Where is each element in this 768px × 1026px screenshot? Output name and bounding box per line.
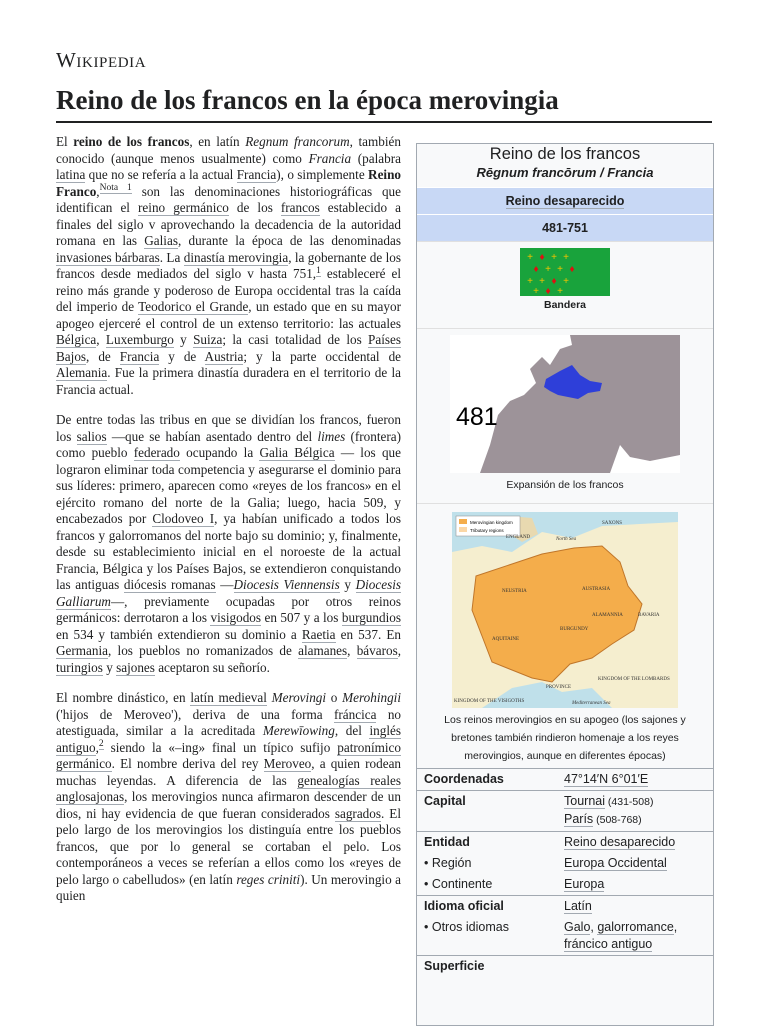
link-latina[interactable]: latina <box>56 167 86 182</box>
link-alemania[interactable]: Alemania <box>56 365 108 380</box>
link-diocesis-viennensis[interactable]: Diocesis Viennensis <box>233 577 340 592</box>
row-continente: • Continente Europa <box>424 877 605 891</box>
map-place: North Sea <box>556 537 577 542</box>
link-francica[interactable]: fráncica <box>333 706 377 722</box>
page-title: Reino de los francos en la época merovingia <box>56 82 712 123</box>
infobox-period: 481-751 <box>417 214 713 241</box>
flag-star-icon: ♦ <box>569 264 575 275</box>
coordinates-link[interactable]: 47°14′N 6°01′E <box>564 772 649 786</box>
link-germanico[interactable]: germánico <box>56 756 112 771</box>
infobox-title: Reino de los francos <box>489 145 641 163</box>
infobox-subtitle: Rēgnum francōrum / Francia <box>476 165 654 180</box>
map-place: ALAMANNIA <box>592 613 623 618</box>
link-europa-occidental[interactable]: Europa Occidental <box>564 856 667 870</box>
flag-star-icon: + <box>545 264 551 275</box>
link-teodorico[interactable]: Teodorico el Grande <box>138 299 249 314</box>
map-place: AUSTRASIA <box>582 587 611 592</box>
map-place: BAVARIA <box>638 613 660 618</box>
link-meroveo[interactable]: Meroveo <box>263 756 312 771</box>
paragraph-1: El reino de los francos, en latín Regnum francorum, también conocido (aunque menos usualmente) como Francia (palabra latina que no se refería a la actual Francia), o simplemente Reino Franco,$^{Nota 1}$ son las denominaciones historiográficas que identifican el reino germánico de los francos establecido a finales del siglo v aprovechando la decadencia de la autoridad romana en las Galias, durante la época de las denominadas invasiones bárbaras. La dinastía merovingia, la gobernante de los francos desde mediados del siglo v hasta 751,$^1$ estableceré el reino más grande y poderoso de Europa occidental tras la caída del imperio de Teodorico el Grande, un estado que en su mayor apogeo ejerceré el control de un extenso territorio: las actuales Bélgica, Luxemburgo y Suiza; la casi totalidad de los Países Bajos, de Francia y de Austria; y la parte occidental de Alemania. Fue la primera dinastía duradera en el territorio de la Francia actual. <box>56 134 402 397</box>
link-patronimico[interactable]: patronímico <box>337 739 401 755</box>
paragraph-3: El nombre dinástico, en latín medieval Merovingi o Merohingii ('hijos de Meroveo'), deriva de una forma fráncica no atestiguada, similar a la acreditada Merewīowing, del inglés antiguo,$^2$ siendo la «–ing» final un típico sufijo patronímico germánico. El nombre deriva del rey Meroveo, a quien rodean muchas leyendas. A diferencia de las genealogías reales anglosajonas, los merovingios nunca afirmaron descender de un dios, ni hay evidencia de que fueran considerados sagrados. El pelo largo de los merovingios los distinguía entre los pueblos francos, que por lo general se cortaban el pelo. Los contemporáneos a veces se referían a ellos como los «reyes de pelo largo o cabelludos» (en latín reges criniti). Un merovingio a quien <box>56 690 402 903</box>
map-place: Mediterranean Sea <box>572 701 611 706</box>
flag-star-icon: + <box>527 276 533 287</box>
link-francia-2[interactable]: Francia <box>119 348 160 364</box>
flag-star-icon: + <box>527 252 533 263</box>
link-austria[interactable]: Austria <box>204 348 244 364</box>
link-visigodos[interactable]: visigodos <box>210 610 262 625</box>
merovingian-map-caption: Los reinos merovingios en su apogeo (los sajones y bretones también rindieron homenaje a los reyes merovingios, aunque en diferentes épocas) <box>444 714 686 762</box>
flag-star-icon: + <box>557 286 563 296</box>
row-region: • Región Europa Occidental <box>424 856 667 870</box>
link-francos[interactable]: francos <box>280 200 320 215</box>
link-turingios[interactable]: turingios <box>56 659 103 675</box>
link-raetia[interactable]: Raetia <box>301 626 336 642</box>
map-place: BURGUNDY <box>560 627 589 632</box>
note-1[interactable]: Nota 1 <box>99 183 132 194</box>
link-paises-bajos[interactable]: Países Bajos <box>56 332 402 364</box>
merovingian-map[interactable] <box>452 512 678 708</box>
map-place: SAXONS <box>602 521 623 526</box>
flag-star-icon: ♦ <box>533 264 539 275</box>
row-superficie: Superficie <box>417 955 713 977</box>
row-idioma-oficial: Idioma oficial Latín <box>417 895 713 917</box>
map-place: AQUITAINE <box>492 637 520 642</box>
link-latin-medieval[interactable]: latín medieval <box>190 690 267 705</box>
link-dinastia-merovingia[interactable]: dinastía merovingia <box>183 249 289 265</box>
link-germania[interactable]: Germania <box>56 643 108 658</box>
link-franco-antiguo[interactable]: fráncico antiguo <box>564 937 653 951</box>
link-invasiones-barbaras[interactable]: invasiones bárbaras <box>56 249 160 265</box>
flag-star-icon: ♦ <box>551 276 557 287</box>
link-alamanes[interactable]: alamanes <box>298 643 348 658</box>
link-suiza[interactable]: Suiza <box>193 332 223 347</box>
flag-star-icon: + <box>533 286 539 296</box>
ref-2[interactable]: 2 <box>98 739 104 750</box>
link-luxemburgo[interactable]: Luxemburgo <box>105 332 174 347</box>
map-place: ENGLAND <box>506 535 531 540</box>
link-galo[interactable]: Galo <box>564 920 591 934</box>
row-capital: Capital Tournai (431-508) París (508-768) <box>417 790 713 831</box>
map-legend-1: Merovingian kingdom <box>470 520 513 525</box>
link-paris[interactable]: París <box>564 812 594 826</box>
flag-star-icon: + <box>563 252 569 263</box>
wikipedia-logo[interactable]: Wikipedia <box>56 48 147 72</box>
link-galia-belgica[interactable]: Galia Bélgica <box>259 445 335 460</box>
map-place: NEUSTRIA <box>502 589 527 594</box>
link-salios[interactable]: salios <box>76 428 107 444</box>
merovingian-map-section <box>417 503 713 768</box>
flag-star-icon: ♦ <box>545 286 551 296</box>
link-bavaros[interactable]: bávaros <box>356 643 398 658</box>
link-belgica[interactable]: Bélgica <box>56 332 97 347</box>
map-legend-2: Tributary regions <box>470 528 504 533</box>
link-diocesis-romanas[interactable]: diócesis romanas <box>123 577 216 592</box>
flag-star-icon: + <box>539 276 545 287</box>
link-reino-germanico[interactable]: reino germánico <box>138 200 229 215</box>
flag-star-icon: + <box>551 252 557 263</box>
infobox-status[interactable]: Reino desaparecido <box>417 187 713 214</box>
link-ingles-antiguo[interactable]: inglés antiguo <box>56 723 401 755</box>
row-entidad: Entidad Reino desaparecido <box>417 831 713 853</box>
flag-caption: Bandera <box>543 299 586 311</box>
map-place: PROVINCE <box>546 685 572 690</box>
map-place: KINGDOM OF THE VISIGOTHS <box>454 699 525 704</box>
link-tournai[interactable]: Tournai <box>564 794 605 808</box>
link-latin[interactable]: Latín <box>564 899 592 913</box>
ref-1[interactable]: 1 <box>316 265 321 276</box>
link-sajones[interactable]: sajones <box>116 659 155 675</box>
expansion-map-caption: Expansión de los francos <box>506 479 624 491</box>
flag-star-icon: + <box>563 276 569 287</box>
flag-star-icon: ♦ <box>539 252 545 263</box>
paragraph-2: De entre todas las tribus en que se dividían los francos, fueron los salios —que se habían asentado dentro del limes (frontera) como pueblo federado ocupando la Galia Bélgica — los que lograron eliminar toda competencia y asegurarse el dominio para sus líderes: primero, aparecen como «reyes de los francos» en el ejército romano del norte de la Galia; luego, hacia 509, y encabezados por Clodoveo I, ya habían unificado a todos los francos y galorromanos del norte bajo su dominio; y, finalmente, desde su establecimiento inicial en el noroeste de la actual Francia, Bélgica y los Países Bajos, se extendieron conquistando las antiguas diócesis romanas —Diocesis Viennensis y Diocesis Galliarum—, previamente ocupadas por otros reinos germánicos: derrotaron a los visigodos en 507 y a los burgundios en 534 y también extendieron su dominio a Raetia en 537. En Germania, los pueblos no romanizados de alamanes, bávaros, turingios y sajones aceptaron su señorío. <box>56 412 402 675</box>
link-sagrados[interactable]: sagrados <box>334 805 381 821</box>
link-genealogias[interactable]: genealogías reales anglosajonas <box>56 772 401 804</box>
link-galias[interactable]: Galias <box>144 233 178 248</box>
link-diocesis-galliarum[interactable]: Diocesis Galliarum <box>56 577 402 609</box>
link-federado[interactable]: federado <box>133 445 180 460</box>
infobox <box>416 143 714 1026</box>
expansion-map-section <box>417 328 713 503</box>
article-body <box>56 134 401 919</box>
map-place: KINGDOM OF THE LOMBARDS <box>598 677 670 682</box>
flag-section <box>417 241 713 328</box>
link-reino[interactable]: Reino desaparecido <box>564 835 676 849</box>
flag-image[interactable] <box>520 248 610 296</box>
link-burgundios[interactable]: burgundios <box>341 610 401 625</box>
map-year-label: 481 <box>456 403 498 431</box>
link-europa[interactable]: Europa <box>564 877 605 891</box>
link-clodoveo[interactable]: Clodoveo I <box>152 511 215 526</box>
link-galorromance[interactable]: galorromance <box>597 920 674 934</box>
flag-star-icon: + <box>557 264 563 275</box>
row-coordenadas: Coordenadas 47°14′N 6°01′E <box>417 768 713 790</box>
expansion-map[interactable] <box>450 335 680 473</box>
row-otros-idiomas: • Otros idiomas Galo, galorromance, fráncico antiguo <box>424 920 678 951</box>
link-francia[interactable]: Francia <box>236 167 277 182</box>
